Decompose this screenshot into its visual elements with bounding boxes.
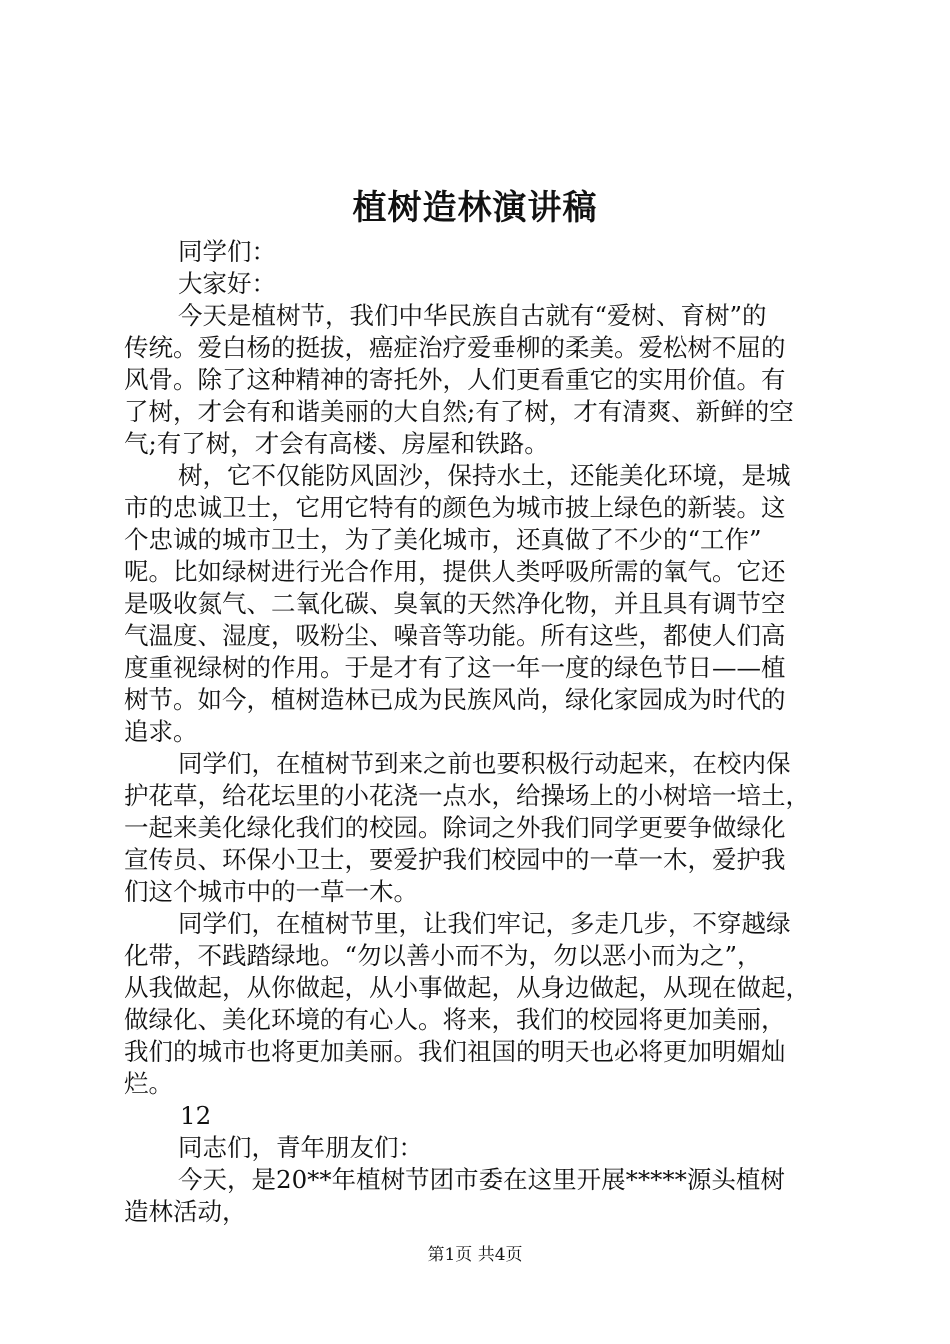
text-line: 传统。爱白杨的挺拔，癌症治疗爱垂柳的柔美。爱松树不屈的: [124, 333, 786, 362]
text-line: 同志们，青年朋友们：: [178, 1133, 423, 1162]
text-line: 同学们，在植树节里，让我们牢记，多走几步，不穿越绿: [178, 909, 791, 938]
text-line: 风骨。除了这种精神的寄托外，人们更看重它的实用价值。有: [124, 365, 786, 394]
text-line: 个忠诚的城市卫士，为了美化城市，还真做了不少的“工作”: [124, 525, 762, 554]
text-line: 树，它不仅能防风固沙，保持水土，还能美化环境，是城: [178, 461, 791, 490]
text-line: 气;有了树，才会有高楼、房屋和铁路。: [124, 429, 549, 458]
text-line: 造林活动，: [124, 1197, 247, 1226]
text-line: 们这个城市中的一草一木。: [124, 877, 418, 906]
page-footer: 第1页 共4页: [427, 1245, 523, 1265]
text-line: 烂。: [124, 1069, 173, 1098]
text-line: 今天是植树节，我们中华民族自古就有“爱树、育树”的: [178, 301, 767, 330]
text-line: 了树，才会有和谐美丽的大自然;有了树，才有清爽、新鲜的空: [124, 397, 794, 426]
text-line: 呢。比如绿树进行光合作用，提供人类呼吸所需的氧气。它还: [124, 557, 786, 586]
text-line: 是吸收氮气、二氧化碳、臭氧的天然净化物，并且具有调节空: [124, 589, 786, 618]
text-line: 大家好：: [178, 269, 276, 298]
text-line: 树节。如今，植树造林已成为民族风尚，绿化家园成为时代的: [124, 685, 786, 714]
text-line: 我们的城市也将更加美丽。我们祖国的明天也必将更加明媚灿: [124, 1037, 786, 1066]
text-line: 追求。: [124, 717, 198, 746]
text-line: 从我做起，从你做起，从小事做起，从身边做起，从现在做起，: [124, 973, 810, 1002]
text-line: 度重视绿树的作用。于是才有了这一年一度的绿色节日——植: [124, 653, 786, 682]
text-line: 市的忠诚卫士，它用它特有的颜色为城市披上绿色的新装。这: [124, 493, 786, 522]
text-line: 今天，是20**年植树节团市委在这里开展*****源头植树: [178, 1165, 785, 1194]
text-line: 化带，不践踏绿地。“勿以善小而不为，勿以恶小而为之”，: [124, 941, 762, 970]
text-line: 一起来美化绿化我们的校园。除词之外我们同学更要争做绿化: [124, 813, 786, 842]
text-line: 护花草，给花坛里的小花浇一点水，给操场上的小树培一培土，: [124, 781, 810, 810]
document-body: [124, 236, 836, 1228]
document-title: 植树造林演讲稿: [352, 188, 598, 228]
text-line: 气温度、湿度，吸粉尘、噪音等功能。所有这些，都使人们高: [124, 621, 786, 650]
text-line: 宣传员、环保小卫士，要爱护我们校园中的一草一木，爱护我: [124, 845, 786, 874]
text-line: 同学们：: [178, 237, 276, 266]
text-line: 做绿化、美化环境的有心人。将来，我们的校园将更加美丽，: [124, 1005, 786, 1034]
text-line: 同学们，在植树节到来之前也要积极行动起来，在校内保: [178, 749, 791, 778]
text-line: 12: [180, 1101, 212, 1130]
